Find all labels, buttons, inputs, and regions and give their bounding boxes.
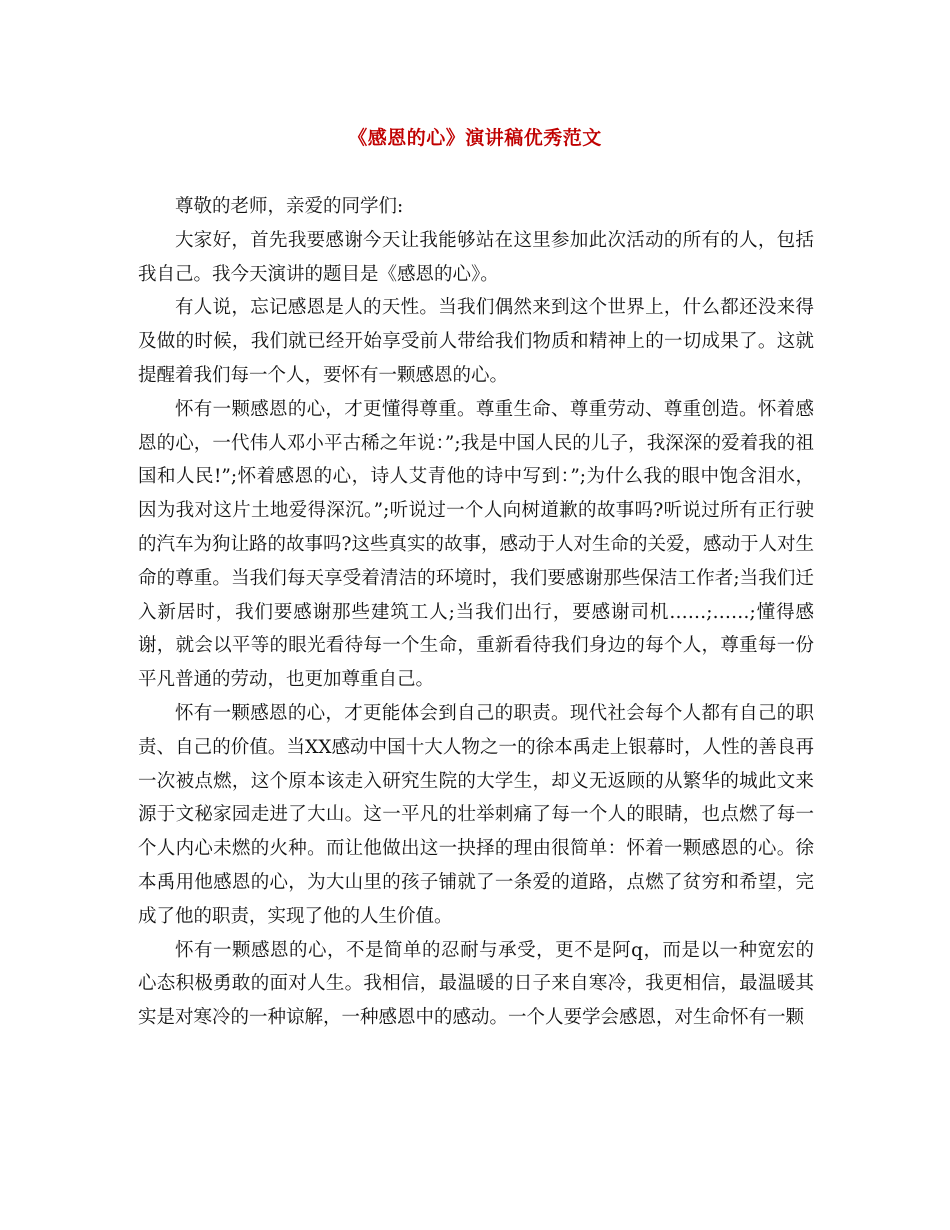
body-paragraph: 有人说，忘记感恩是人的天性。当我们偶然来到这个世界上，什么都还没来得及做的时候，我们就已经开始享受前人带给我们物质和精神上的一切成果了。这就提醒着我们每一个人，要怀有一颗感恩的心。 (138, 297, 814, 386)
body-paragraph: 怀有一颗感恩的心，才更懂得尊重。尊重生命、尊重劳动、尊重创造。怀着感恩的心，一代伟人邓小平古稀之年说：”;我是中国人民的儿子，我深深的爱着我的祖国和人民!”;怀着感恩的心，诗人艾青他的诗中写到：”;为什么我的眼中饱含泪水，因为我对这片土地爱得深沉。”;听说过一个人向树道歉的故事吗?听说过所有正行驶的汽车为狗让路的故事吗?这些真实的故事，感动于人对生命的关爱，感动于人对生命的尊重。当我们每天享受着清洁的环境时，我们要感谢那些保洁工作者;当我们迁入新居时，我们要感谢那些建筑工人;当我们出行，要感谢司机……;……;懂得感谢，就会以平等的眼光看待每一个生命，重新看待我们身边的每个人，尊重每一份平凡普通的劳动，也更加尊重自己。 (138, 398, 814, 691)
body-paragraph: 怀有一颗感恩的心，才更能体会到自己的职责。现代社会每个人都有自己的职责、自己的价值。当XX感动中国十大人物之一的徐本禹走上银幕时，人性的善良再一次被点燃，这个原本该走入研究生院的大学生，却义无返顾的从繁华的城此文来源于文秘家园走进了大山。这一平凡的壮举刺痛了每一个人的眼睛，也点燃了每一个人内心未燃的火种。而让他做出这一抉择的理由很简单：怀着一颗感恩的心。徐本禹用他感恩的心，为大山里的孩子铺就了一条爱的道路，点燃了贫穷和希望，完成了他的职责，实现了他的人生价值。 (138, 702, 814, 927)
document-title: 《感恩的心》演讲稿优秀范文 (348, 127, 602, 149)
body-paragraph: 大家好，首先我要感谢今天让我能够站在这里参加此次活动的所有的人，包括我自己。我今天演讲的题目是《感恩的心》。 (138, 229, 814, 285)
salutation-paragraph: 尊敬的老师，亲爱的同学们: (175, 196, 404, 217)
document-body (138, 190, 814, 1035)
body-paragraph: 怀有一颗感恩的心，不是简单的忍耐与承受，更不是阿q，而是以一种宽宏的心态积极勇敢的面对人生。我相信，最温暖的日子来自寒冷，我更相信，最温暖其实是对寒冷的一种谅解，一种感恩中的感动。一个人要学会感恩，对生命怀有一颗 (138, 939, 814, 1029)
